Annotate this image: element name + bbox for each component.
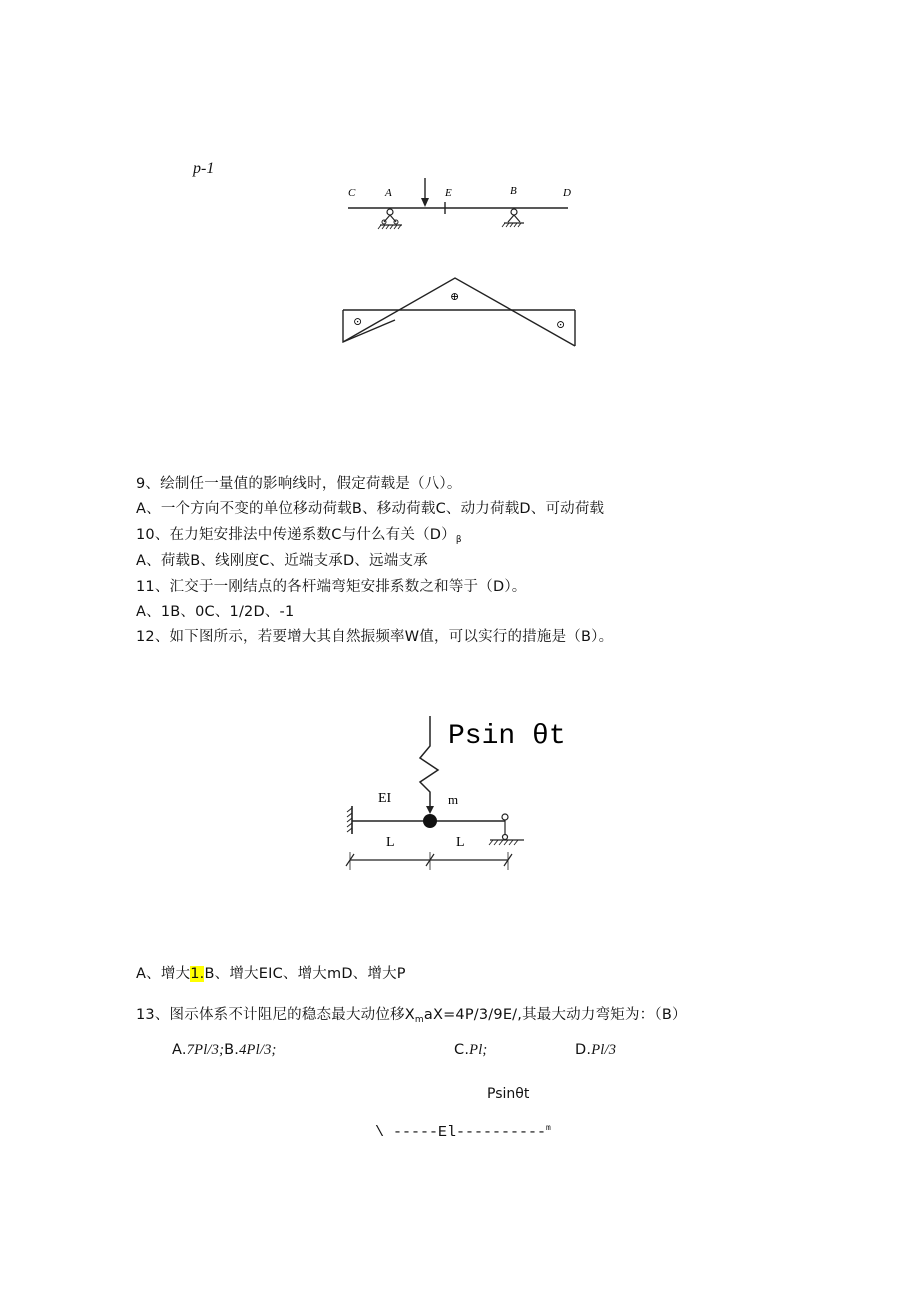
plus-symbol: ⊕ [450,291,460,303]
q13-stem [136,1003,687,1025]
minus-right-symbol: ⊙ [556,319,566,331]
q13-option-b-value: 4Pl/3; [239,1042,277,1058]
figure3-beam-text: \ -----El---------- [375,1124,547,1141]
q13-stem-pre: 13、图示体系不计阻尼的稳态最大动位移X [136,1007,415,1023]
q12-options-highlight: 1. [190,966,205,982]
load-zigzag [420,716,438,810]
q12-options-post: B、增大EIC、增大mD、增大P [204,966,406,982]
figure2-span-left: L [386,835,395,850]
q13-stem-post: aX=4P/3/9E/,其最大动力弯矩为：（B） [423,1007,687,1023]
q11-options: A、1B、0C、1/2D、-1 [136,604,295,620]
q10-stem-suffix: β [455,535,462,545]
q13-option-c-value: Pl; [469,1042,488,1058]
point-c-label: C [348,187,356,199]
q12-options-pre: A、增大 [136,966,191,982]
figure2-dynamic-beam [340,708,580,878]
figure1-beam-diagram [330,170,590,240]
q9-options: A、一个方向不变的单位移动荷载B、移动荷载C、动力荷载D、可动荷载 [136,501,605,517]
q10-stem [136,523,462,545]
figure3-beam-sup: m [546,1124,551,1133]
q11-stem: 11、汇交于一刚结点的各杆端弯矩安排系数之和等于（D）。 [136,579,527,595]
influence-line-diagram [335,268,585,353]
figure3-beam [375,1124,551,1141]
q13-option-b-letter: B. [224,1042,240,1058]
figure2-ei-label: EI [378,791,392,806]
mass-dot [423,814,437,828]
q9-stem: 9、绘制任一量值的影响线时，假定荷载是（八）。 [136,476,462,492]
q13-option-ab [172,1042,277,1059]
q13-option-d-value: Pl/3 [591,1042,617,1058]
q12-stem: 12、如下图所示，若要增大其自然振频率W值，可以实行的措施是（B）。 [136,629,614,645]
support-a-icon [378,209,402,229]
support-b-icon [502,209,524,227]
q13-option-d-letter: D. [575,1042,592,1058]
point-b-label: B [510,185,517,197]
q13-option-c-letter: C. [454,1042,470,1058]
figure2-span-right: L [456,835,465,850]
q10-options: A、荷载B、线刚度C、近端支承D、远端支承 [136,553,428,569]
q13-stem-sub: m [414,1015,424,1025]
point-e-label: E [445,187,452,199]
figure2-load-label: Psin θt [448,721,566,752]
figure2-mass-label: m [448,792,459,807]
q13-option-a-letter: A. [172,1042,187,1058]
q10-stem-text: 10、在力矩安排法中传递系数C与什么有关（D） [136,527,456,543]
q13-option-a-value: 7Pl/3; [186,1042,225,1058]
point-a-label: A [385,187,392,199]
minus-left-symbol: ⊙ [353,316,363,328]
point-d-label: D [563,187,571,199]
q12-options [136,962,406,983]
q13-option-c [454,1042,487,1059]
figure1-label: p-1 [193,160,215,177]
figure3-load-label: Psinθt [487,1086,530,1102]
q13-option-d [575,1042,616,1059]
